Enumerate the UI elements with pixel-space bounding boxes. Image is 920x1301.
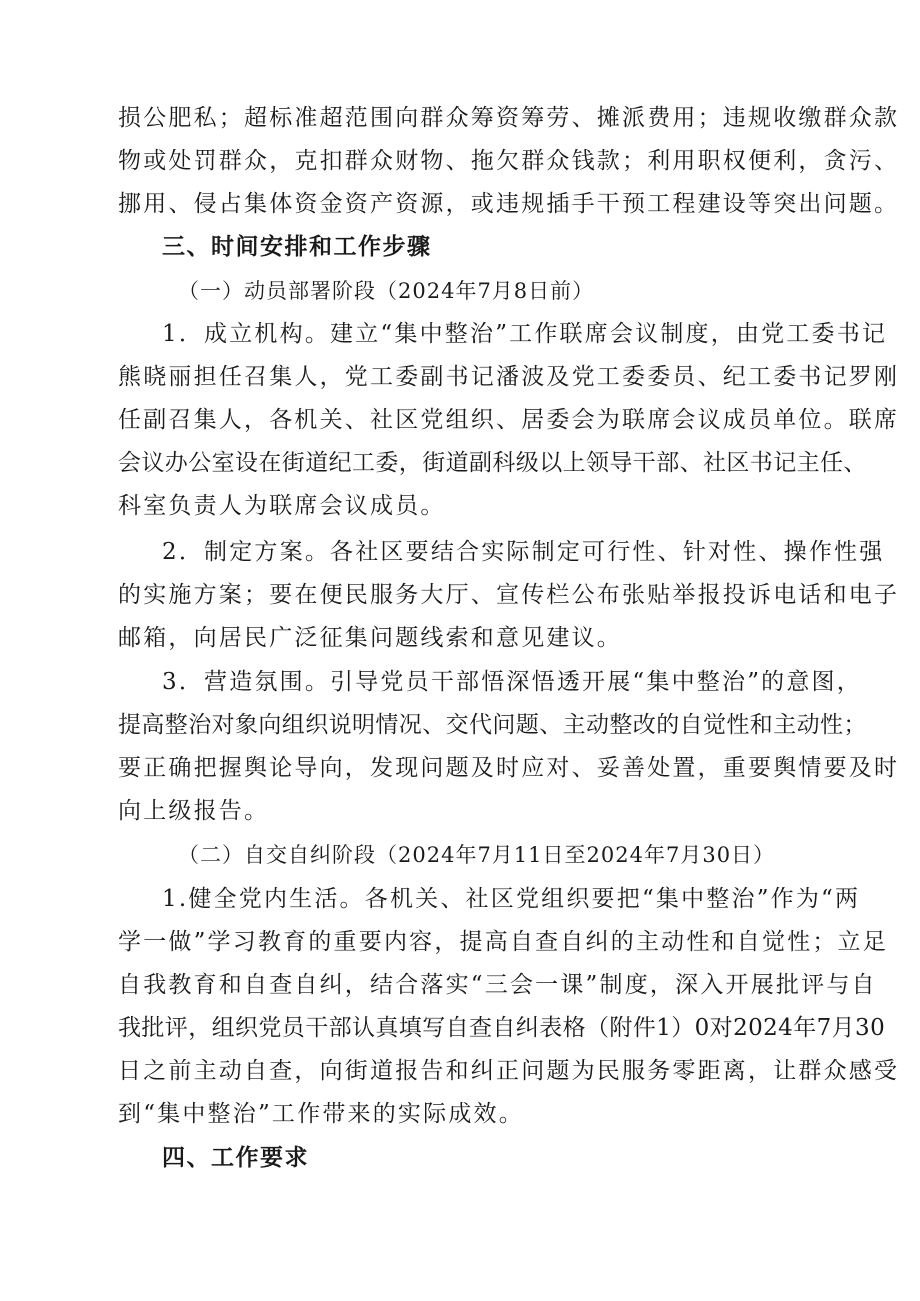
paragraph-line: 2．制定方案。各社区要结合实际制定可行性、针对性、操作性强	[162, 539, 885, 565]
paragraph-line: 会议办公室设在街道纪工委，街道副科级以上领导干部、社区书记主任、	[118, 450, 867, 476]
subsection-heading: （一）动员部署阶段（2024年7月8日前）	[178, 279, 595, 303]
paragraph-line: 的实施方案；要在便民服务大厅、宣传栏公布张贴举报投诉电话和电子	[118, 582, 900, 608]
paragraph-line: 向上级报告。	[118, 798, 270, 824]
paragraph-line: 科室负责人为联席会议成员。	[118, 493, 446, 519]
paragraph-line: 自我教育和自查自纠，结合落实“三会一课”制度，深入开展批评与自	[118, 972, 877, 998]
paragraph-line: 1．成立机构。建立“集中整治”工作联席会议制度，由党工委书记	[162, 321, 888, 347]
paragraph-line: 损公肥私；超标准超范围向群众筹资筹劳、摊派费用；违规收缴群众款	[118, 105, 900, 131]
paragraph-line: 3．营造氛围。引导党员干部悟深悟透开展“集中整治”的意图，	[162, 669, 862, 695]
paragraph-line: 到“集中整治”工作带来的实际成效。	[118, 1101, 524, 1127]
paragraph-line: 任副召集人，各机关、社区党组织、居委会为联席会议成员单位。联席	[118, 407, 900, 433]
paragraph-line: 提高整治对象向组织说明情况、交代问题、主动整改的自觉性和主动性；	[118, 712, 867, 738]
paragraph-line: 要正确把握舆论导向，发现问题及时应对、妥善处置，重要舆情要及时	[118, 755, 900, 781]
section-heading: 四、工作要求	[162, 1145, 309, 1171]
subsection-heading: （二）自交自纠阶段（2024年7月11日至2024年7月30日）	[178, 843, 776, 867]
section-heading: 三、时间安排和工作步骤	[162, 234, 432, 260]
paragraph-line: 挪用、侵占集体资金资产资源，或违规插手干预工程建设等突出问题。	[118, 191, 900, 217]
paragraph-line: 熊晓丽担任召集人，党工委副书记潘波及党工委委员、纪工委书记罗刚	[118, 364, 900, 390]
paragraph-line: 物或处罚群众，克扣群众财物、拖欠群众钱款；利用职权便利，贪污、	[118, 148, 900, 174]
paragraph-line: 日之前主动自查，向街道报告和纠正问题为民服务零距离，让群众感受	[118, 1058, 900, 1084]
paragraph-line: 我批评，组织党员干部认真填写自查自纠表格（附件1）0对2024年7月30	[118, 1015, 886, 1041]
paragraph-line: 学一做”学习教育的重要内容，提高自查自纠的主动性和自觉性；立足	[118, 929, 888, 955]
paragraph-line: 1.健全党内生活。各机关、社区党组织要把“集中整治”作为“两	[162, 886, 861, 912]
paragraph-line: 邮箱，向居民广泛征集问题线索和意见建议。	[118, 625, 622, 651]
